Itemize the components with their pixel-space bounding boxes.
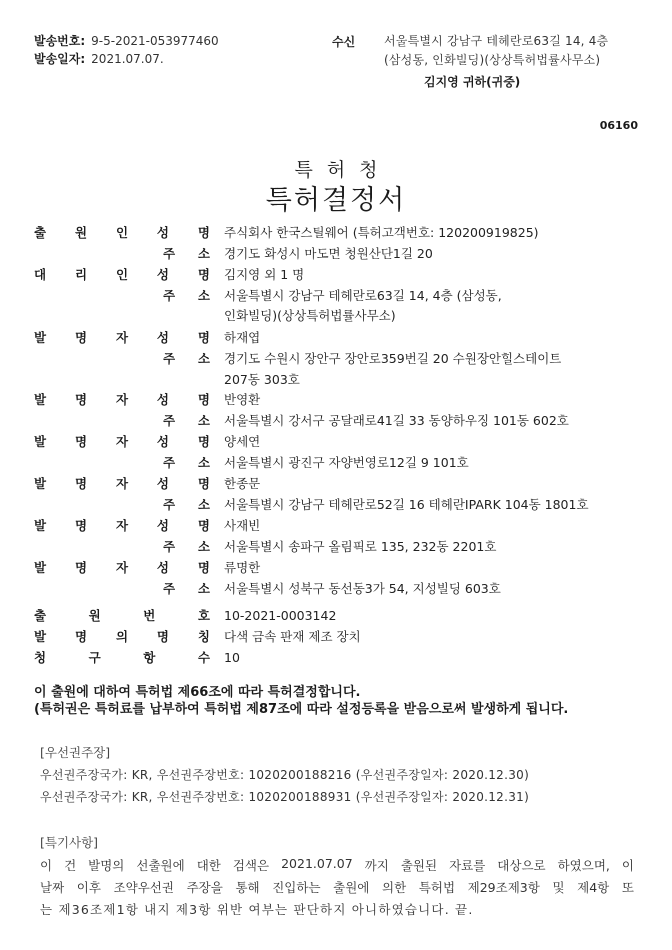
recipient-address-line2: (삼성동, 인화빌딩)(상상특허법률사무소) bbox=[384, 53, 601, 67]
application-number-label: 출 원 번 호 bbox=[34, 608, 210, 623]
inventor-1-name: 하재엽 bbox=[224, 330, 261, 345]
inventor-4-address: 서울특별시 강남구 테헤란로52길 16 테헤란IPARK 104동 1801호 bbox=[224, 497, 589, 512]
send-number-row bbox=[34, 33, 219, 49]
inventor-address-label: 주 소 bbox=[163, 455, 210, 470]
inventor-name-label: 발 명 자 성 명 bbox=[34, 330, 210, 345]
applicant-address: 경기도 화성시 마도면 청원산단1길 20 bbox=[224, 246, 433, 261]
inventor-3-address: 서울특별시 광진구 자양번영로12길 9 101호 bbox=[224, 455, 469, 470]
inventor-6-address: 서울특별시 성북구 동선동3가 54, 지성빌딩 603호 bbox=[224, 581, 501, 596]
applicant-address-label: 주 소 bbox=[163, 246, 210, 261]
inventor-5-name: 사재빈 bbox=[224, 518, 261, 533]
send-date-label: 발송일자: bbox=[34, 52, 86, 66]
inventor-name-label: 발 명 자 성 명 bbox=[34, 476, 210, 491]
priority-claim-1: 우선권주장국가: KR, 우선권주장번호: 1020200188216 (우선권주장일자: 2020.12.30) bbox=[40, 768, 530, 782]
send-number: 9-5-2021-053977460 bbox=[91, 34, 219, 48]
inventor-6-name: 류명한 bbox=[224, 560, 261, 575]
agency-name: 특허청 bbox=[294, 159, 392, 181]
inventor-5-address: 서울특별시 송파구 올림픽로 135, 232동 2201호 bbox=[224, 539, 497, 554]
postal-code: 06160 bbox=[599, 119, 638, 132]
applicant-name-label: 출 원 인 성 명 bbox=[34, 225, 210, 240]
invention-title: 다색 금속 판재 제조 장치 bbox=[224, 629, 361, 644]
send-date-row bbox=[34, 51, 164, 67]
applicant-name: 주식회사 한국스틸웨어 (특허고객번호: 120200919825) bbox=[224, 225, 539, 240]
agent-name: 김지영 외 1 명 bbox=[224, 267, 305, 282]
inventor-2-address: 서울특별시 강서구 공달래로41길 33 동양하우징 101동 602호 bbox=[224, 413, 569, 428]
inventor-address-label: 주 소 bbox=[163, 351, 210, 366]
inventor-name-label: 발 명 자 성 명 bbox=[34, 518, 210, 533]
inventor-address-label: 주 소 bbox=[163, 497, 210, 512]
inventor-4-name: 한종문 bbox=[224, 476, 261, 491]
recipient-name: 김지영 귀하(귀중) bbox=[424, 75, 521, 89]
send-date: 2021.07.07. bbox=[91, 52, 164, 66]
application-number: 10-2021-0003142 bbox=[224, 608, 337, 623]
agent-address-label: 주 소 bbox=[163, 288, 210, 303]
inventor-2-name: 반영환 bbox=[224, 392, 261, 407]
notes-line3: 는 제36조제1항 내지 제3항 위반 여부는 판단하지 아니하였습니다. 끝. bbox=[40, 902, 474, 917]
agent-address-line2: 인화빌딩)(상상특허법률사무소) bbox=[224, 308, 396, 323]
inventor-1-address-line2: 207동 303호 bbox=[224, 372, 300, 387]
inventor-address-label: 주 소 bbox=[163, 581, 210, 596]
invention-title-label: 발 명 의 명 칭 bbox=[34, 629, 210, 644]
inventor-1-address-line1: 경기도 수원시 장안구 장안로359번길 20 수원장안힐스테이트 bbox=[224, 351, 562, 366]
claims-count: 10 bbox=[224, 650, 240, 665]
decision-line2: (특허권은 특허료를 납부하여 특허법 제87조에 따라 설정등록을 받음으로써 발생하게 됩니다. bbox=[34, 702, 569, 717]
notes-line1: 이 건 발명의 선출원에 대한 검색은 2021.07.07 까지 출원된 자료를 대상으로 하였으며, 이 bbox=[40, 856, 634, 873]
inventor-name-label: 발 명 자 성 명 bbox=[34, 560, 210, 575]
send-number-label: 발송번호: bbox=[34, 34, 86, 48]
notes-line2: 날짜 이후 조약우선권 주장을 통해 진입하는 출원에 의한 특허법 제29조제3항 및 제4항 또 bbox=[40, 880, 634, 895]
recipient-address-line1: 서울특별시 강남구 테헤란로63길 14, 4층 bbox=[384, 34, 609, 48]
inventor-name-label: 발 명 자 성 명 bbox=[34, 434, 210, 449]
inventor-address-label: 주 소 bbox=[163, 539, 210, 554]
decision-line1: 이 출원에 대하여 특허법 제66조에 따라 특허결정합니다. bbox=[34, 685, 361, 700]
recipient-label: 수신 bbox=[332, 35, 356, 49]
agent-address-line1: 서울특별시 강남구 테헤란로63길 14, 4층 (삼성동, bbox=[224, 288, 502, 303]
claims-count-label: 청 구 항 수 bbox=[34, 650, 210, 665]
notes-section-title: [특기사항] bbox=[40, 835, 99, 850]
inventor-name-label: 발 명 자 성 명 bbox=[34, 392, 210, 407]
inventor-3-name: 양세연 bbox=[224, 434, 261, 449]
inventor-address-label: 주 소 bbox=[163, 413, 210, 428]
document-title: 특허결정서 bbox=[265, 185, 407, 216]
priority-section-title: [우선권주장] bbox=[40, 745, 111, 760]
agent-name-label: 대 리 인 성 명 bbox=[34, 267, 210, 282]
priority-claim-2: 우선권주장국가: KR, 우선권주장번호: 1020200188931 (우선권주장일자: 2020.12.31) bbox=[40, 790, 530, 804]
